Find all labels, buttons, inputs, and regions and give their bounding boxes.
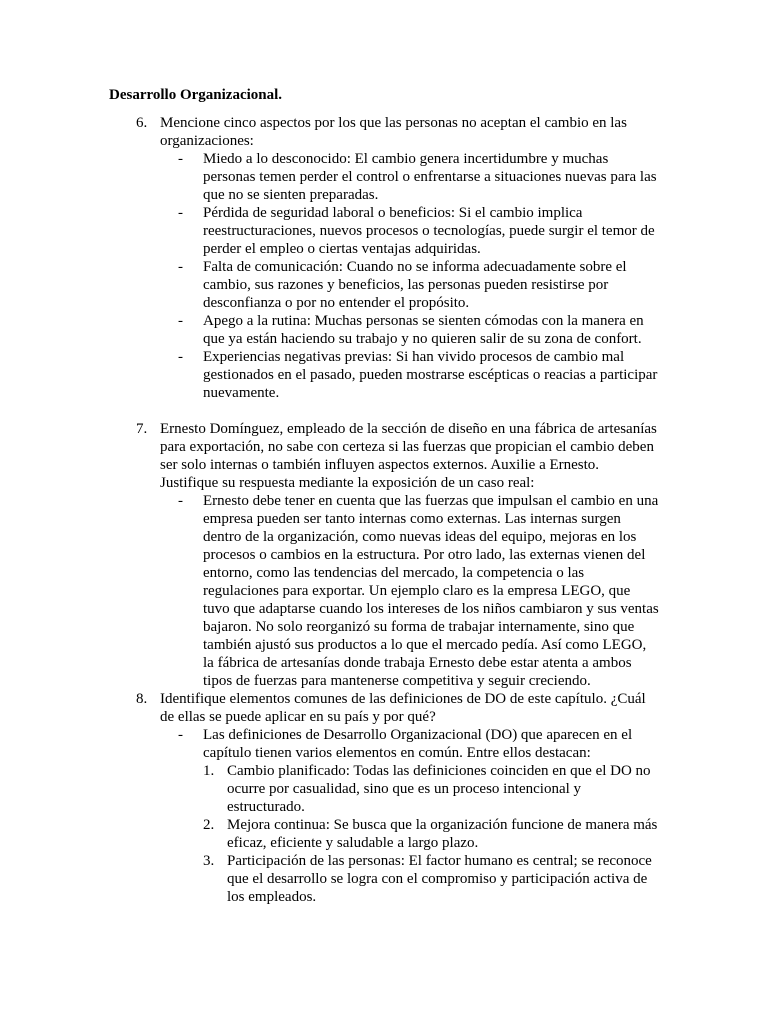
bullet-dash: - bbox=[178, 205, 183, 221]
question-number: 6. bbox=[136, 115, 148, 131]
question-7 bbox=[0, 420, 768, 492]
document-content bbox=[0, 114, 768, 906]
bullet-text: Ernesto debe tener en cuenta que las fuerzas que impulsan el cambio en una empresa pueden ser tanto internas como externas. Las internas surgen dentro de la organización, como nuevas ideas del equipo, mejoras en los procesos o cambios en la estructura. Por otro lado, las externas vienen del entorno, como las tendencias del mercado, la competencia o las regulaciones para exportar. Un ejemplo claro es la empresa LEGO, que tuvo que adaptarse cuando los intereses de los niños cambiaron y sus ventas bajaron. No solo reorganizó su forma de trabajar internamente, sino que también ajustó sus productos a lo que el mercado pedía. Así como LEGO, la fábrica de artesanías donde trabaja Ernesto debe estar atenta a ambos tipos de fuerzas para mantenerse competitiva y seguir creciendo. bbox=[203, 493, 659, 689]
question-text: Identifique elementos comunes de las definiciones de DO de este capítulo. ¿Cuál de ellas se puede aplicar en su país y por qué? bbox=[160, 691, 646, 725]
bullet-text: Experiencias negativas previas: Si han vivido procesos de cambio mal gestionados en el pasado, pueden mostrarse escépticas o reacias a participar nuevamente. bbox=[203, 349, 658, 401]
question-8 bbox=[0, 690, 768, 726]
numbered-item bbox=[0, 816, 768, 852]
question-number: 8. bbox=[136, 691, 148, 707]
bullet-item bbox=[0, 258, 768, 312]
numbered-item bbox=[0, 852, 768, 906]
bullet-item bbox=[0, 348, 768, 402]
bullet-text: Apego a la rutina: Muchas personas se sienten cómodas con la manera en que ya están haciendo su trabajo y no quieren salir de su zona de confort. bbox=[203, 313, 644, 347]
item-text: Cambio planificado: Todas las definiciones coinciden en que el DO no ocurre por casualidad, sino que es un proceso intencional y estructurado. bbox=[227, 763, 651, 815]
question-number: 7. bbox=[136, 421, 148, 437]
document-title: Desarrollo Organizacional. bbox=[109, 87, 283, 103]
numbered-item bbox=[0, 762, 768, 816]
bullet-text: Pérdida de seguridad laboral o beneficios: Si el cambio implica reestructuraciones, nuevos procesos o tecnologías, puede surgir el temor de perder el empleo o ciertas ventajas adquiridas. bbox=[203, 205, 655, 257]
bullet-dash: - bbox=[178, 493, 183, 509]
bullet-dash: - bbox=[178, 727, 183, 743]
bullet-item bbox=[0, 726, 768, 762]
item-number: 3. bbox=[203, 853, 215, 869]
bullet-item bbox=[0, 492, 768, 690]
bullet-dash: - bbox=[178, 259, 183, 275]
bullet-dash: - bbox=[178, 151, 183, 167]
question-6 bbox=[0, 114, 768, 150]
item-text: Mejora continua: Se busca que la organización funcione de manera más eficaz, eficiente y saludable a largo plazo. bbox=[227, 817, 658, 851]
question-text: Mencione cinco aspectos por los que las personas no aceptan el cambio en las organizaciones: bbox=[160, 115, 627, 149]
bullet-dash: - bbox=[178, 349, 183, 365]
question-text: Ernesto Domínguez, empleado de la sección de diseño en una fábrica de artesanías para exportación, no sabe con certeza si las fuerzas que propician el cambio deben ser solo internas o también influyen aspectos externos. Auxilie a Ernesto. Justifique su respuesta mediante la exposición de un caso real: bbox=[160, 421, 657, 491]
item-number: 1. bbox=[203, 763, 215, 779]
bullet-text: Miedo a lo desconocido: El cambio genera incertidumbre y muchas personas temen perder el control o enfrentarse a situaciones nuevas para las que no se sienten preparadas. bbox=[203, 151, 657, 203]
bullet-item bbox=[0, 204, 768, 258]
bullet-item bbox=[0, 312, 768, 348]
bullet-text: Falta de comunicación: Cuando no se informa adecuadamente sobre el cambio, sus razones y beneficios, las personas pueden resistirse por desconfianza o por no entender el propósito. bbox=[203, 259, 627, 311]
bullet-item bbox=[0, 150, 768, 204]
item-number: 2. bbox=[203, 817, 215, 833]
bullet-dash: - bbox=[178, 313, 183, 329]
item-text: Participación de las personas: El factor humano es central; se reconoce que el desarrollo se logra con el compromiso y participación activa de los empleados. bbox=[227, 853, 652, 905]
bullet-text: Las definiciones de Desarrollo Organizacional (DO) que aparecen en el capítulo tienen varios elementos en común. Entre ellos destacan: bbox=[203, 727, 633, 761]
